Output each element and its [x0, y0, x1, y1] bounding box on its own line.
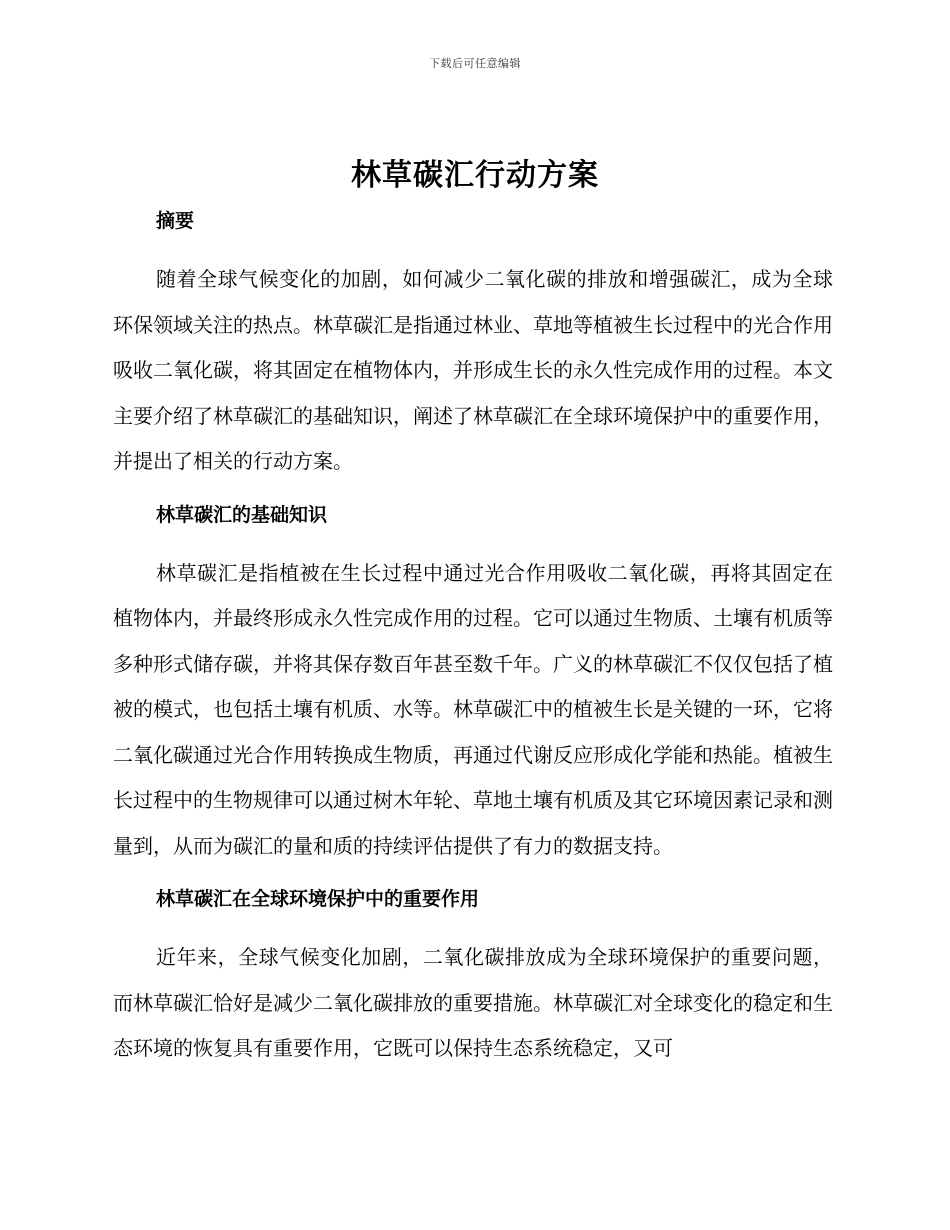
- section-paragraph-importance: 近年来，全球气候变化加剧，二氧化碳排放成为全球环境保护的重要问题，而林草碳汇恰好是减少二氧化碳排放的重要措施。林草碳汇对全球变化的稳定和生态环境的恢复具有重要作用，它既可以保持生态系统稳定，又可: [113, 945, 833, 1060]
- section-heading-importance: 林草碳汇在全球环境保护中的重要作用: [156, 888, 480, 910]
- section-heading-basics: 林草碳汇的基础知识: [156, 503, 328, 526]
- document-title: 林草碳汇行动方案: [351, 158, 599, 193]
- section-paragraph-abstract: 随着全球气候变化的加剧，如何减少二氧化碳的排放和增强碳汇，成为全球环保领域关注的热点。林草碳汇是指通过林业、草地等植被生长过程中的光合作用吸收二氧化碳，将其固定在植物体内，并形成生长的永久性完成作用的过程。本文主要介绍了林草碳汇的基础知识，阐述了林草碳汇在全球环境保护中的重要作用，并提出了相关的行动方案。: [113, 267, 833, 473]
- section-heading-abstract: 摘要: [156, 210, 195, 232]
- document-body: [113, 205, 833, 1072]
- header-note: 下载后可任意编辑: [429, 57, 521, 70]
- section-paragraph-basics: 林草碳汇是指植被在生长过程中通过光合作用吸收二氧化碳，再将其固定在植物体内，并最终形成永久性完成作用的过程。它可以通过生物质、土壤有机质等多种形式储存碳，并将其保存数百年甚至数千年。广义的林草碳汇不仅仅包括了植被的模式，也包括土壤有机质、水等。林草碳汇中的植被生长是关键的一环，它将二氧化碳通过光合作用转换成生物质，再通过代谢反应形成化学能和热能。植被生长过程中的生物规律可以通过树木年轮、草地土壤有机质及其它环境因素记录和测量到，从而为碳汇的量和质的持续评估提供了有力的数据支持。: [113, 560, 833, 858]
